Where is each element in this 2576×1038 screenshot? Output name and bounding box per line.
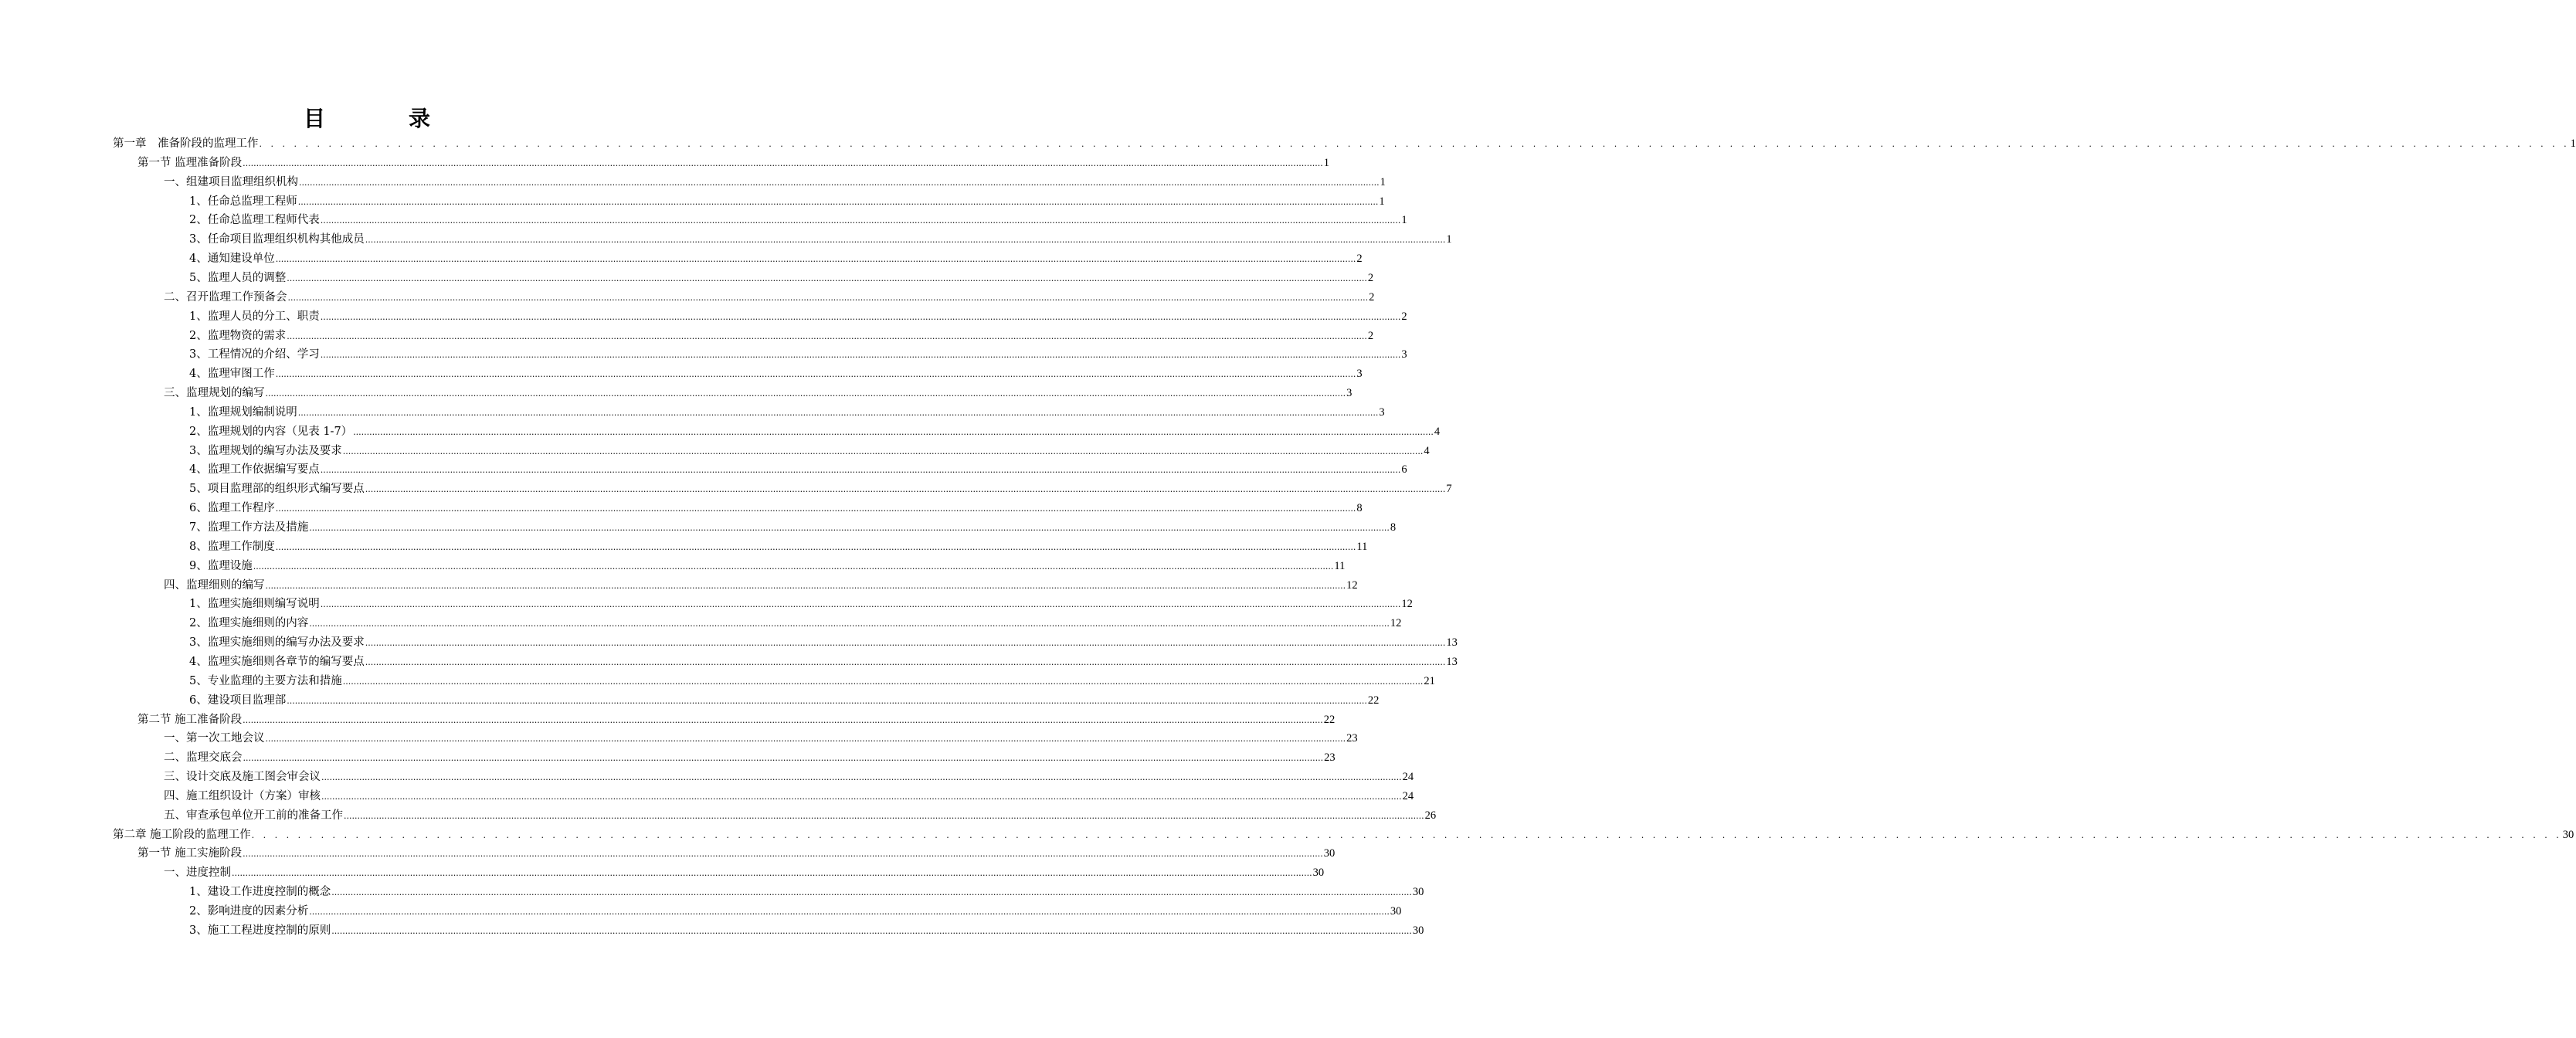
toc-dot-leader: ................................................................................................................................................................................................................................................................................................................................................................................................................	[331, 887, 1412, 898]
toc-entry[interactable]	[189, 250, 1363, 270]
toc-dot-leader: ................................................................................................................................................................................................................................................................................................................................................................................................................	[320, 599, 1401, 610]
toc-entry[interactable]	[137, 711, 1336, 731]
toc-entry[interactable]	[164, 577, 1358, 596]
toc-dot-leader: ................................................................................................................................................................................................................................................................................................................................................................................................................	[365, 235, 1446, 246]
toc-entry-page: 24	[1402, 789, 1414, 802]
toc-entry-label: 9、监理设施	[189, 559, 253, 572]
toc-entry-label: 三、设计交底及施工图会审会议	[164, 771, 321, 784]
toc-entry-label: 第一节 施工实施阶段	[137, 847, 243, 860]
toc-entry[interactable]	[189, 558, 1346, 577]
toc-dot-leader: ................................................................................................................................................................................................................................................................................................................................................................................................................	[320, 465, 1401, 476]
toc-entry[interactable]	[189, 404, 1385, 423]
toc-entry-label: 5、专业监理的主要方法和措施	[189, 674, 342, 687]
toc-entry-label: 四、监理细则的编写	[164, 578, 265, 592]
toc-entry[interactable]	[137, 154, 1329, 174]
toc-dot-leader: ................................................................................................................................................................................................................................................................................................................................................................................................................	[342, 676, 1424, 687]
toc-dot-leader: . . . . . . . . . . . . . . . . . . . . . . . . . . . . . . . . . . . . . . . . . . . . . . . . . . . . . . . . . . . . . . . . . . . . . . . . . . . . . . . . . . . . . . . . . . . . . . . . . . . . . . . . . . . . . . . . . . . . . . . . . . . . . . . . . . . . . . . . . . . . . . . . . . . . . . . . . . . . . . . . . . . . . . . . . . . . . . . . . . . . . . . . . . . . . . . . . . . . . . . .	[259, 139, 2570, 149]
toc-entry-page: 4	[1434, 425, 1441, 438]
toc-entry-page: 4	[1424, 444, 1430, 457]
toc-entry[interactable]	[189, 231, 1452, 250]
toc-dot-leader: ................................................................................................................................................................................................................................................................................................................................................................................................................	[365, 656, 1446, 667]
toc-entry[interactable]	[189, 443, 1430, 462]
toc-entry[interactable]	[113, 826, 2574, 846]
toc-entry-page: 8	[1390, 521, 1397, 534]
toc-dot-leader: ................................................................................................................................................................................................................................................................................................................................................................................................................	[275, 369, 1356, 380]
toc-dot-leader: ................................................................................................................................................................................................................................................................................................................................................................................................................	[365, 484, 1446, 495]
toc-dot-leader: ................................................................................................................................................................................................................................................................................................................................................................................................................	[353, 426, 1434, 437]
toc-entry[interactable]	[164, 174, 1386, 193]
toc-entry-label: 四、施工组织设计（方案）审核	[164, 789, 321, 802]
toc-entry-page: 2	[1356, 253, 1363, 266]
toc-entry[interactable]	[164, 807, 1437, 826]
toc-entry-label: 2、监理规划的内容（见表 1-7）	[189, 425, 353, 438]
toc-dot-leader: ................................................................................................................................................................................................................................................................................................................................................................................................................	[287, 292, 1369, 303]
toc-dot-leader: ................................................................................................................................................................................................................................................................................................................................................................................................................	[297, 407, 1379, 418]
toc-dot-leader: ................................................................................................................................................................................................................................................................................................................................................................................................................	[287, 331, 1367, 341]
toc-entry-label: 3、任命项目监理组织机构其他成员	[189, 233, 365, 246]
toc-entry-label: 4、监理实施细则各章节的编写要点	[189, 655, 365, 668]
toc-entry-label: 2、监理实施细则的内容	[189, 617, 309, 630]
toc-entry[interactable]	[113, 135, 2576, 154]
toc-dot-leader: ................................................................................................................................................................................................................................................................................................................................................................................................................	[232, 868, 1312, 879]
toc-entry[interactable]	[189, 884, 1424, 903]
toc-entry[interactable]	[164, 289, 1375, 308]
toc-dot-leader: ................................................................................................................................................................................................................................................................................................................................................................................................................	[275, 254, 1356, 265]
toc-entry-label: 第二节 施工准备阶段	[137, 713, 243, 726]
toc-entry-label: 4、通知建设单位	[189, 253, 275, 266]
toc-entry-label: 5、监理人员的调整	[189, 271, 287, 284]
toc-entry-page: 1	[1380, 175, 1386, 188]
toc-dot-leader: ................................................................................................................................................................................................................................................................................................................................................................................................................	[342, 446, 1424, 456]
toc-entry-page: 1	[1401, 214, 1407, 227]
toc-entry-page: 7	[1446, 483, 1452, 496]
toc-entry[interactable]	[164, 788, 1414, 807]
toc-entry-page: 23	[1324, 751, 1336, 765]
toc-dot-leader: ................................................................................................................................................................................................................................................................................................................................................................................................................	[265, 388, 1346, 399]
toc-entry-page: 26	[1424, 809, 1437, 822]
toc-entry[interactable]	[189, 480, 1452, 500]
toc-entry-page: 30	[1390, 905, 1402, 918]
toc-entry-page: 6	[1401, 463, 1407, 477]
toc-entry-page: 30	[1412, 924, 1424, 937]
toc-entry[interactable]	[189, 365, 1363, 385]
toc-entry-page: 12	[1401, 598, 1413, 611]
toc-dot-leader: ................................................................................................................................................................................................................................................................................................................................................................................................................	[320, 215, 1401, 226]
toc-entry-label: 8、监理工作制度	[189, 540, 275, 553]
toc-entry-label: 五、审查承包单位开工前的准备工作	[164, 809, 343, 822]
toc-entry[interactable]	[189, 500, 1363, 519]
toc-entry[interactable]	[164, 768, 1414, 788]
toc-entry-label: 1、监理实施细则编写说明	[189, 598, 320, 611]
toc-dot-leader: ................................................................................................................................................................................................................................................................................................................................................................................................................	[331, 925, 1412, 936]
toc-entry-page: 2	[1367, 329, 1374, 342]
toc-entry-label: 1、监理规划编制说明	[189, 405, 297, 419]
toc-entry[interactable]	[189, 634, 1458, 653]
toc-dot-leader: ................................................................................................................................................................................................................................................................................................................................................................................................................	[297, 196, 1379, 207]
toc-entry-label: 二、监理交底会	[164, 751, 243, 765]
toc-entry-page: 24	[1402, 771, 1414, 784]
toc-entry-label: 第一节 监理准备阶段	[137, 156, 243, 169]
toc-entry-label: 6、建设项目监理部	[189, 694, 287, 707]
toc-entry-page: 30	[1323, 847, 1336, 860]
toc-dot-leader: ................................................................................................................................................................................................................................................................................................................................................................................................................	[309, 619, 1390, 629]
toc-entry-label: 一、组建项目监理组织机构	[164, 175, 298, 188]
toc-entry-label: 7、监理工作方法及措施	[189, 521, 309, 534]
toc-entry[interactable]	[137, 845, 1336, 864]
toc-entry-page: 2	[1401, 310, 1407, 323]
toc-entry[interactable]	[164, 864, 1325, 884]
toc-entry-label: 三、监理规划的编写	[164, 387, 265, 400]
toc-dot-leader: ................................................................................................................................................................................................................................................................................................................................................................................................................	[299, 177, 1380, 188]
toc-entry-label: 3、监理规划的编写办法及要求	[189, 444, 342, 457]
toc-entry-label: 3、施工工程进度控制的原则	[189, 924, 331, 937]
toc-dot-leader: ................................................................................................................................................................................................................................................................................................................................................................................................................	[344, 810, 1424, 821]
toc-dot-leader: ................................................................................................................................................................................................................................................................................................................................................................................................................	[243, 849, 1323, 860]
toc-entry-page: 13	[1446, 655, 1458, 668]
toc-dot-leader: ................................................................................................................................................................................................................................................................................................................................................................................................................	[321, 772, 1402, 783]
toc-dot-leader: ................................................................................................................................................................................................................................................................................................................................................................................................................	[265, 734, 1346, 745]
toc-entry[interactable]	[189, 193, 1385, 212]
toc-entry[interactable]	[189, 519, 1397, 538]
toc-entry[interactable]	[189, 692, 1380, 711]
toc-entry[interactable]	[189, 423, 1441, 443]
toc-entry-label: 3、监理实施细则的编写办法及要求	[189, 636, 365, 650]
toc-entry[interactable]	[189, 673, 1435, 692]
toc-dot-leader: ................................................................................................................................................................................................................................................................................................................................................................................................................	[321, 791, 1402, 802]
toc-entry-label: 第一章 准备阶段的监理工作	[113, 137, 259, 150]
toc-entry-label: 4、监理工作依据编写要点	[189, 463, 320, 477]
toc-dot-leader: ................................................................................................................................................................................................................................................................................................................................................................................................................	[275, 504, 1356, 514]
toc-entry-label: 1、监理人员的分工、职责	[189, 310, 320, 323]
toc-entry[interactable]	[189, 615, 1402, 634]
toc-entry-page: 12	[1390, 617, 1402, 630]
toc-entry-page: 22	[1367, 694, 1380, 707]
toc-entry[interactable]	[189, 346, 1407, 365]
toc-entry-page: 30	[1312, 867, 1325, 880]
toc-entry-label: 3、工程情况的介绍、学习	[189, 348, 320, 361]
toc-entry-page: 23	[1346, 732, 1358, 745]
toc-entry-page: 3	[1379, 405, 1385, 419]
toc-entry-page: 3	[1356, 368, 1363, 381]
toc-entry-label: 4、监理审图工作	[189, 368, 275, 381]
toc-dot-leader: ................................................................................................................................................................................................................................................................................................................................................................................................................	[243, 714, 1323, 725]
toc-dot-leader: ................................................................................................................................................................................................................................................................................................................................................................................................................	[287, 273, 1367, 283]
toc-dot-leader: ................................................................................................................................................................................................................................................................................................................................................................................................................	[309, 907, 1390, 917]
toc-entry-label: 2、任命总监理工程师代表	[189, 214, 320, 227]
toc-dot-leader: ................................................................................................................................................................................................................................................................................................................................................................................................................	[265, 580, 1346, 591]
toc-dot-leader: . . . . . . . . . . . . . . . . . . . . . . . . . . . . . . . . . . . . . . . . . . . . . . . . . . . . . . . . . . . . . . . . . . . . . . . . . . . . . . . . . . . . . . . . . . . . . . . . . . . . . . . . . . . . . . . . . . . . . . . . . . . . . . . . . . . . . . . . . . . . . . . . . . . . . . . . . . . . . . . . . . . . . . . . . . . . . . . . . . . . . . . . . . . . . . . . . . . . . . . .	[251, 829, 2562, 840]
toc-entry-page: 11	[1334, 559, 1346, 572]
toc-entry[interactable]	[189, 327, 1374, 347]
toc-entry-page: 30	[2562, 828, 2574, 841]
toc-entry-page: 21	[1424, 674, 1435, 687]
toc-entry[interactable]	[189, 270, 1374, 289]
toc-entry-label: 一、第一次工地会议	[164, 732, 265, 745]
toc-entry-label: 一、进度控制	[164, 867, 231, 880]
toc-entry-label: 2、监理物资的需求	[189, 329, 287, 342]
toc-dot-leader: ................................................................................................................................................................................................................................................................................................................................................................................................................	[287, 695, 1367, 706]
toc-entry[interactable]	[189, 308, 1407, 327]
toc-dot-leader: ................................................................................................................................................................................................................................................................................................................................................................................................................	[309, 523, 1390, 533]
toc-entry-page: 2	[1369, 290, 1375, 304]
toc-entry-page: 3	[1401, 348, 1407, 361]
toc-entry-page: 1	[1379, 195, 1385, 208]
toc-dot-leader: ................................................................................................................................................................................................................................................................................................................................................................................................................	[243, 753, 1324, 764]
toc-entry-label: 5、项目监理部的组织形式编写要点	[189, 483, 365, 496]
toc-entry-label: 6、监理工作程序	[189, 502, 275, 515]
toc-entry[interactable]	[189, 922, 1424, 941]
toc-dot-leader: ................................................................................................................................................................................................................................................................................................................................................................................................................	[320, 350, 1401, 361]
toc-entry-label: 二、召开监理工作预备会	[164, 290, 287, 304]
toc-entry-page: 1	[1446, 233, 1452, 246]
toc-entry-label: 1、建设工作进度控制的概念	[189, 886, 331, 899]
toc-entry[interactable]	[189, 212, 1407, 231]
toc-title: 目 录	[303, 106, 461, 131]
toc-dot-leader: ................................................................................................................................................................................................................................................................................................................................................................................................................	[320, 311, 1401, 322]
toc-entry[interactable]	[189, 595, 1413, 615]
toc-entry-page: 3	[1346, 387, 1352, 400]
toc-entry[interactable]	[189, 903, 1402, 922]
toc-entry[interactable]	[164, 749, 1336, 768]
toc-entry-label: 2、影响进度的因素分析	[189, 905, 309, 918]
toc-entry[interactable]	[189, 538, 1368, 558]
toc-entry-page: 8	[1356, 502, 1363, 515]
toc-entry-page: 13	[1446, 636, 1458, 650]
toc-entry-page: 2	[1367, 271, 1374, 284]
toc-dot-leader: ................................................................................................................................................................................................................................................................................................................................................................................................................	[243, 158, 1323, 168]
toc-entry-page: 12	[1346, 578, 1358, 592]
toc-entry[interactable]	[189, 653, 1458, 673]
toc-entry-label: 1、任命总监理工程师	[189, 195, 297, 208]
toc-entry[interactable]	[189, 461, 1407, 480]
toc-entry-page: 22	[1323, 713, 1336, 726]
toc-entry-page: 1	[2570, 137, 2576, 150]
toc-entry-page: 30	[1412, 886, 1424, 899]
toc-dot-leader: ................................................................................................................................................................................................................................................................................................................................................................................................................	[253, 561, 1334, 572]
toc-dot-leader: ................................................................................................................................................................................................................................................................................................................................................................................................................	[275, 541, 1356, 552]
toc-entry[interactable]	[164, 385, 1352, 404]
toc-dot-leader: ................................................................................................................................................................................................................................................................................................................................................................................................................	[365, 638, 1446, 649]
toc-entry[interactable]	[164, 730, 1358, 749]
toc-entry-label: 第二章 施工阶段的监理工作	[113, 828, 251, 841]
toc-entry-page: 1	[1323, 156, 1329, 169]
toc-entry-page: 11	[1356, 540, 1368, 553]
